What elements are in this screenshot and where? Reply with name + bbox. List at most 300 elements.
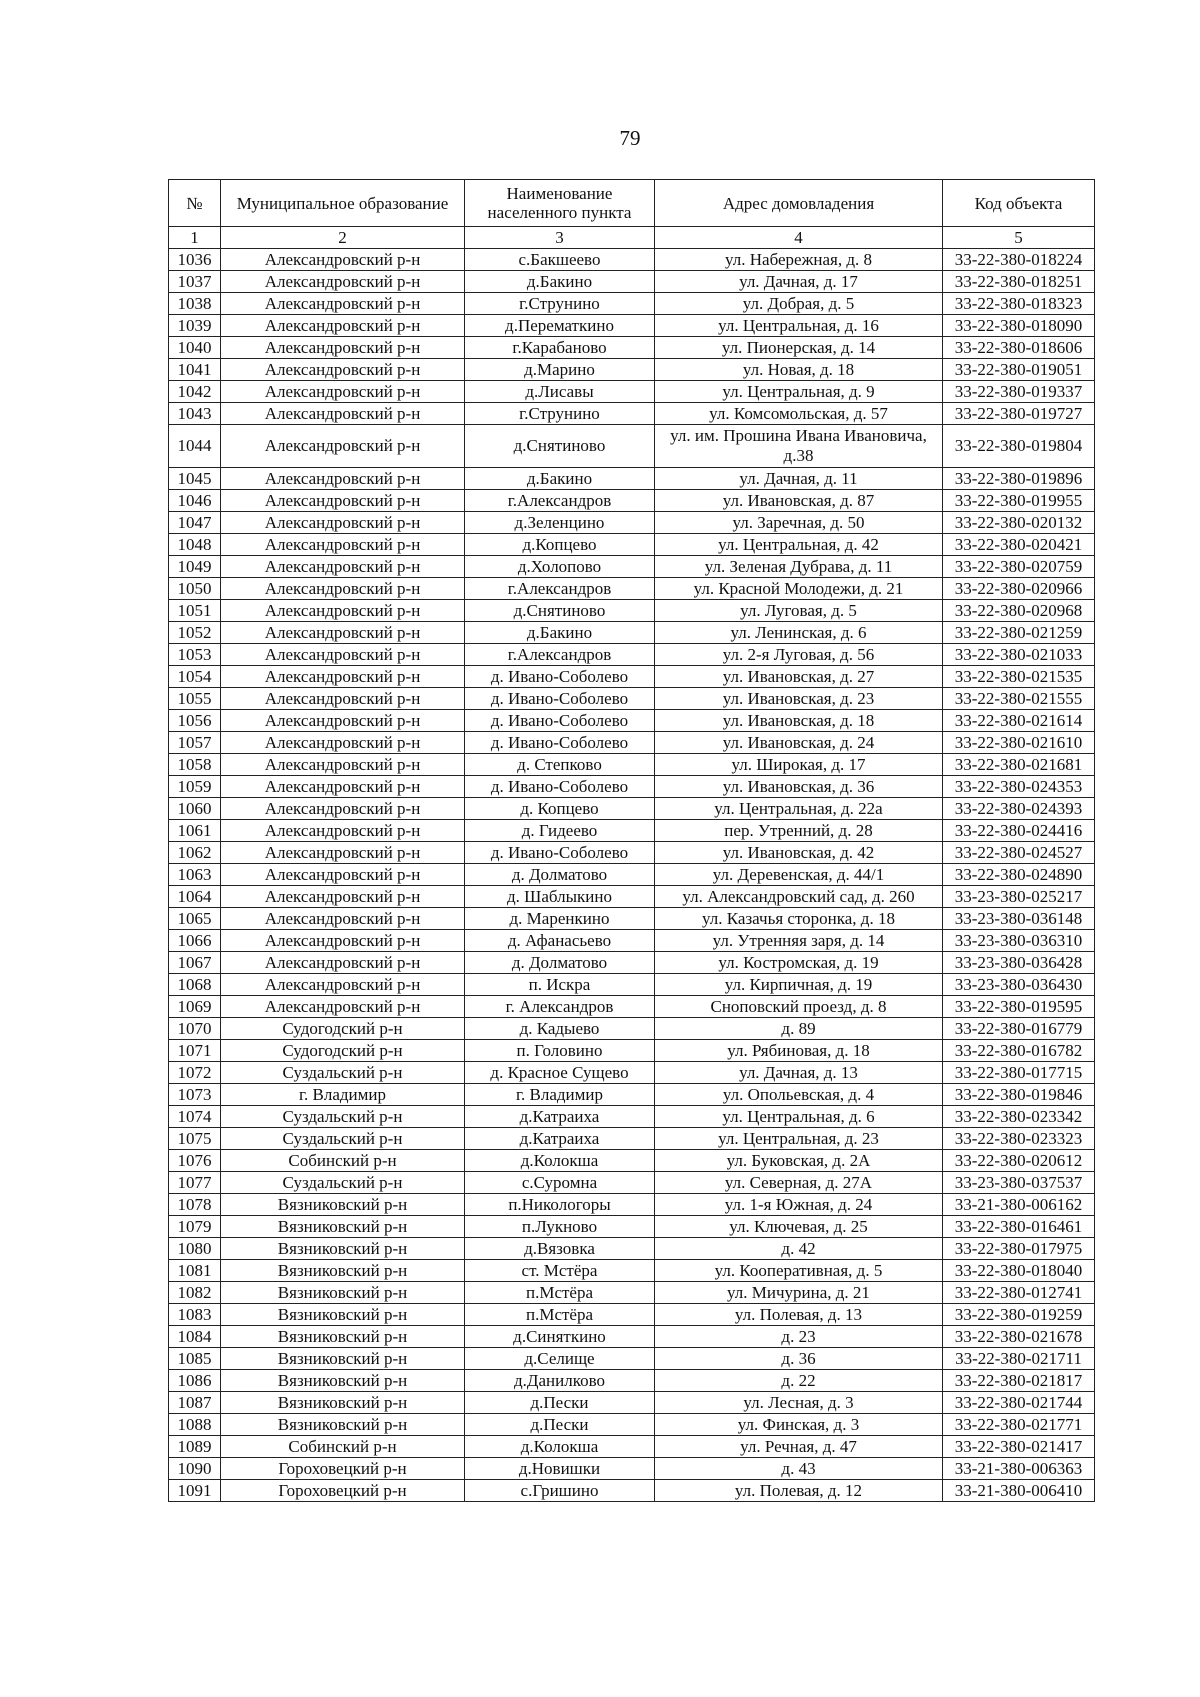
settlement-cell: д.Снятиново <box>465 425 655 468</box>
municipality-cell: Александровский р-н <box>221 930 465 952</box>
municipality-cell: Александровский р-н <box>221 820 465 842</box>
municipality-cell: Александровский р-н <box>221 754 465 776</box>
table-row <box>169 710 1095 732</box>
table-row <box>169 578 1095 600</box>
settlement-cell: д. Долматово <box>465 864 655 886</box>
object-code-cell: 33-22-380-021744 <box>943 1392 1095 1414</box>
table-row <box>169 556 1095 578</box>
settlement-cell: д.Новишки <box>465 1458 655 1480</box>
municipality-cell: Александровский р-н <box>221 578 465 600</box>
row-number: 1042 <box>169 381 221 403</box>
table-row <box>169 776 1095 798</box>
address-cell: ул. Опольевская, д. 4 <box>655 1084 943 1106</box>
table-row <box>169 359 1095 381</box>
settlement-cell: д.Данилково <box>465 1370 655 1392</box>
table-row <box>169 754 1095 776</box>
object-code-cell: 33-22-380-019804 <box>943 425 1095 468</box>
address-cell: ул. Ивановская, д. 36 <box>655 776 943 798</box>
object-code-cell: 33-23-380-036310 <box>943 930 1095 952</box>
settlement-cell: ст. Мстёра <box>465 1260 655 1282</box>
row-number: 1088 <box>169 1414 221 1436</box>
column-number: 1 <box>169 227 221 249</box>
address-cell: ул. Зеленая Дубрава, д. 11 <box>655 556 943 578</box>
object-code-cell: 33-22-380-021555 <box>943 688 1095 710</box>
settlement-cell: г.Александров <box>465 490 655 512</box>
municipality-cell: Александровский р-н <box>221 776 465 798</box>
municipality-cell: Александровский р-н <box>221 271 465 293</box>
row-number: 1049 <box>169 556 221 578</box>
row-number: 1045 <box>169 468 221 490</box>
table-row <box>169 337 1095 359</box>
address-cell: ул. Комсомольская, д. 57 <box>655 403 943 425</box>
table-row <box>169 732 1095 754</box>
settlement-cell: д.Бакино <box>465 622 655 644</box>
table-row <box>169 1304 1095 1326</box>
object-code-cell: 33-22-380-016461 <box>943 1216 1095 1238</box>
address-cell: ул. Центральная, д. 22а <box>655 798 943 820</box>
column-number: 5 <box>943 227 1095 249</box>
table-row <box>169 952 1095 974</box>
address-cell: ул. Северная, д. 27А <box>655 1172 943 1194</box>
object-code-cell: 33-22-380-018224 <box>943 249 1095 271</box>
settlement-cell: д. Ивано-Соболево <box>465 688 655 710</box>
municipality-cell: Вязниковский р-н <box>221 1194 465 1216</box>
municipality-cell: Александровский р-н <box>221 974 465 996</box>
row-number: 1085 <box>169 1348 221 1370</box>
row-number: 1076 <box>169 1150 221 1172</box>
page-number: 79 <box>619 126 641 150</box>
object-code-cell: 33-22-380-024890 <box>943 864 1095 886</box>
municipality-cell: Александровский р-н <box>221 293 465 315</box>
row-number: 1075 <box>169 1128 221 1150</box>
table-row <box>169 1194 1095 1216</box>
address-cell: ул. Пионерская, д. 14 <box>655 337 943 359</box>
row-number: 1064 <box>169 886 221 908</box>
address-cell: ул. Казачья сторонка, д. 18 <box>655 908 943 930</box>
column-number: 2 <box>221 227 465 249</box>
municipality-cell: Александровский р-н <box>221 644 465 666</box>
row-number: 1063 <box>169 864 221 886</box>
object-code-cell: 33-22-380-019846 <box>943 1084 1095 1106</box>
table-row <box>169 1238 1095 1260</box>
municipality-cell: Суздальский р-н <box>221 1062 465 1084</box>
row-number: 1044 <box>169 425 221 468</box>
address-cell: ул. Рябиновая, д. 18 <box>655 1040 943 1062</box>
object-code-cell: 33-21-380-006410 <box>943 1480 1095 1502</box>
object-code-cell: 33-22-380-021614 <box>943 710 1095 732</box>
table-row <box>169 468 1095 490</box>
address-cell: ул. Центральная, д. 42 <box>655 534 943 556</box>
table-row <box>169 644 1095 666</box>
row-number: 1077 <box>169 1172 221 1194</box>
object-code-cell: 33-22-380-019595 <box>943 996 1095 1018</box>
settlement-cell: д.Катраиха <box>465 1128 655 1150</box>
table-row <box>169 315 1095 337</box>
object-code-cell: 33-22-380-019896 <box>943 468 1095 490</box>
object-code-cell: 33-21-380-006363 <box>943 1458 1095 1480</box>
settlement-cell: д. Кадыево <box>465 1018 655 1040</box>
row-number: 1058 <box>169 754 221 776</box>
settlement-cell: д.Снятиново <box>465 600 655 622</box>
row-number: 1062 <box>169 842 221 864</box>
row-number: 1070 <box>169 1018 221 1040</box>
row-number: 1057 <box>169 732 221 754</box>
row-number: 1072 <box>169 1062 221 1084</box>
settlement-cell: д. Ивано-Соболево <box>465 842 655 864</box>
table-row <box>169 1128 1095 1150</box>
settlement-cell: д. Ивано-Соболево <box>465 776 655 798</box>
row-number: 1084 <box>169 1326 221 1348</box>
object-code-cell: 33-22-380-024527 <box>943 842 1095 864</box>
municipality-cell: Вязниковский р-н <box>221 1238 465 1260</box>
table-row <box>169 1150 1095 1172</box>
municipality-cell: Гороховецкий р-н <box>221 1480 465 1502</box>
municipality-cell: Судогодский р-н <box>221 1018 465 1040</box>
municipality-cell: Александровский р-н <box>221 468 465 490</box>
row-number: 1036 <box>169 249 221 271</box>
settlement-cell: д.Пески <box>465 1392 655 1414</box>
settlement-cell: п.Мстёра <box>465 1282 655 1304</box>
municipality-cell: Александровский р-н <box>221 315 465 337</box>
municipality-cell: Александровский р-н <box>221 622 465 644</box>
address-cell: ул. Ивановская, д. 87 <box>655 490 943 512</box>
address-cell: ул. Мичурина, д. 21 <box>655 1282 943 1304</box>
object-code-cell: 33-22-380-021535 <box>943 666 1095 688</box>
municipality-cell: Гороховецкий р-н <box>221 1458 465 1480</box>
address-cell: ул. Набережная, д. 8 <box>655 249 943 271</box>
settlement-cell: д. Афанасьево <box>465 930 655 952</box>
object-code-cell: 33-22-380-020132 <box>943 512 1095 534</box>
settlement-cell: д.Зеленцино <box>465 512 655 534</box>
municipality-cell: Вязниковский р-н <box>221 1348 465 1370</box>
municipality-cell: Вязниковский р-н <box>221 1216 465 1238</box>
municipality-cell: Александровский р-н <box>221 359 465 381</box>
row-number: 1071 <box>169 1040 221 1062</box>
household-registry-table <box>168 179 1095 1502</box>
address-cell: ул. Центральная, д. 23 <box>655 1128 943 1150</box>
row-number: 1086 <box>169 1370 221 1392</box>
table-row <box>169 1414 1095 1436</box>
table-header-row <box>169 180 1095 227</box>
row-number: 1052 <box>169 622 221 644</box>
row-number: 1046 <box>169 490 221 512</box>
object-code-cell: 33-22-380-020759 <box>943 556 1095 578</box>
table-row <box>169 490 1095 512</box>
municipality-cell: Александровский р-н <box>221 403 465 425</box>
address-cell: ул. Заречная, д. 50 <box>655 512 943 534</box>
settlement-cell: д. Маренкино <box>465 908 655 930</box>
municipality-cell: Александровский р-н <box>221 864 465 886</box>
settlement-cell: п. Искра <box>465 974 655 996</box>
address-cell: ул. Ивановская, д. 23 <box>655 688 943 710</box>
object-code-cell: 33-22-380-018040 <box>943 1260 1095 1282</box>
object-code-cell: 33-22-380-023342 <box>943 1106 1095 1128</box>
municipality-cell: Александровский р-н <box>221 249 465 271</box>
row-number: 1065 <box>169 908 221 930</box>
header-municipality: Муниципальное образование <box>221 180 465 227</box>
table-row <box>169 403 1095 425</box>
table-row <box>169 974 1095 996</box>
address-cell: ул. Широкая, д. 17 <box>655 754 943 776</box>
address-cell: ул. Ивановская, д. 18 <box>655 710 943 732</box>
address-cell: ул. Речная, д. 47 <box>655 1436 943 1458</box>
row-number: 1053 <box>169 644 221 666</box>
row-number: 1040 <box>169 337 221 359</box>
municipality-cell: Вязниковский р-н <box>221 1304 465 1326</box>
table-row <box>169 425 1095 468</box>
table-row <box>169 666 1095 688</box>
municipality-cell: Вязниковский р-н <box>221 1326 465 1348</box>
address-cell: д. 22 <box>655 1370 943 1392</box>
row-number: 1059 <box>169 776 221 798</box>
municipality-cell: Александровский р-н <box>221 490 465 512</box>
object-code-cell: 33-22-380-021771 <box>943 1414 1095 1436</box>
address-cell: ул. Добрая, д. 5 <box>655 293 943 315</box>
municipality-cell: Вязниковский р-н <box>221 1392 465 1414</box>
table-row <box>169 1370 1095 1392</box>
address-cell: ул. Дачная, д. 17 <box>655 271 943 293</box>
row-number: 1056 <box>169 710 221 732</box>
address-cell: ул. Ключевая, д. 25 <box>655 1216 943 1238</box>
object-code-cell: 33-22-380-016782 <box>943 1040 1095 1062</box>
object-code-cell: 33-22-380-021417 <box>943 1436 1095 1458</box>
settlement-cell: д.Селище <box>465 1348 655 1370</box>
municipality-cell: Александровский р-н <box>221 337 465 359</box>
table-row <box>169 996 1095 1018</box>
address-cell: д. 89 <box>655 1018 943 1040</box>
object-code-cell: 33-22-380-018606 <box>943 337 1095 359</box>
municipality-cell: Александровский р-н <box>221 688 465 710</box>
table-row <box>169 293 1095 315</box>
address-cell: ул. Костромская, д. 19 <box>655 952 943 974</box>
object-code-cell: 33-22-380-019955 <box>943 490 1095 512</box>
address-cell: д. 43 <box>655 1458 943 1480</box>
address-cell: ул. Буковская, д. 2А <box>655 1150 943 1172</box>
table-row <box>169 381 1095 403</box>
address-cell: ул. Утренняя заря, д. 14 <box>655 930 943 952</box>
settlement-cell: г.Струнино <box>465 403 655 425</box>
object-code-cell: 33-22-380-020421 <box>943 534 1095 556</box>
object-code-cell: 33-22-380-023323 <box>943 1128 1095 1150</box>
address-cell: ул. Дачная, д. 13 <box>655 1062 943 1084</box>
row-number: 1074 <box>169 1106 221 1128</box>
settlement-cell: д.Колокша <box>465 1436 655 1458</box>
table-row <box>169 1458 1095 1480</box>
row-number: 1078 <box>169 1194 221 1216</box>
municipality-cell: Суздальский р-н <box>221 1106 465 1128</box>
table-body <box>169 249 1095 1502</box>
address-cell: ул. Деревенская, д. 44/1 <box>655 864 943 886</box>
municipality-cell: Собинский р-н <box>221 1150 465 1172</box>
settlement-cell: д. Долматово <box>465 952 655 974</box>
settlement-cell: г. Владимир <box>465 1084 655 1106</box>
table-row <box>169 534 1095 556</box>
settlement-cell: д.Лисавы <box>465 381 655 403</box>
address-cell: ул. Полевая, д. 13 <box>655 1304 943 1326</box>
object-code-cell: 33-23-380-037537 <box>943 1172 1095 1194</box>
row-number: 1043 <box>169 403 221 425</box>
object-code-cell: 33-22-380-021711 <box>943 1348 1095 1370</box>
table-row <box>169 1326 1095 1348</box>
object-code-cell: 33-22-380-020612 <box>943 1150 1095 1172</box>
settlement-cell: с.Гришино <box>465 1480 655 1502</box>
column-number: 3 <box>465 227 655 249</box>
municipality-cell: Судогодский р-н <box>221 1040 465 1062</box>
settlement-cell: д.Пески <box>465 1414 655 1436</box>
municipality-cell: Александровский р-н <box>221 600 465 622</box>
row-number: 1069 <box>169 996 221 1018</box>
settlement-cell: д.Перематкино <box>465 315 655 337</box>
table-row <box>169 249 1095 271</box>
address-cell: ул. 2-я Луговая, д. 56 <box>655 644 943 666</box>
row-number: 1054 <box>169 666 221 688</box>
table-row <box>169 600 1095 622</box>
municipality-cell: Александровский р-н <box>221 666 465 688</box>
table-row <box>169 1282 1095 1304</box>
address-cell: ул. Центральная, д. 6 <box>655 1106 943 1128</box>
settlement-cell: д.Синяткино <box>465 1326 655 1348</box>
header-code: Код объекта <box>943 180 1095 227</box>
settlement-cell: д.Марино <box>465 359 655 381</box>
municipality-cell: Александровский р-н <box>221 556 465 578</box>
settlement-cell: д.Холопово <box>465 556 655 578</box>
row-number: 1079 <box>169 1216 221 1238</box>
row-number: 1039 <box>169 315 221 337</box>
settlement-cell: д.Вязовка <box>465 1238 655 1260</box>
object-code-cell: 33-23-380-025217 <box>943 886 1095 908</box>
municipality-cell: Александровский р-н <box>221 908 465 930</box>
settlement-cell: д. Степково <box>465 754 655 776</box>
table-row <box>169 1062 1095 1084</box>
address-cell: ул. Новая, д. 18 <box>655 359 943 381</box>
object-code-cell: 33-22-380-021610 <box>943 732 1095 754</box>
table-row <box>169 1172 1095 1194</box>
settlement-cell: д. Ивано-Соболево <box>465 666 655 688</box>
object-code-cell: 33-22-380-021033 <box>943 644 1095 666</box>
table-row <box>169 886 1095 908</box>
row-number: 1089 <box>169 1436 221 1458</box>
table-row <box>169 864 1095 886</box>
municipality-cell: Суздальский р-н <box>221 1128 465 1150</box>
settlement-cell: д.Катраиха <box>465 1106 655 1128</box>
municipality-cell: Александровский р-н <box>221 886 465 908</box>
settlement-cell: г.Струнино <box>465 293 655 315</box>
row-number: 1083 <box>169 1304 221 1326</box>
object-code-cell: 33-22-380-020966 <box>943 578 1095 600</box>
address-cell: д. 23 <box>655 1326 943 1348</box>
settlement-cell: п.Лукново <box>465 1216 655 1238</box>
municipality-cell: Александровский р-н <box>221 381 465 403</box>
municipality-cell: Суздальский р-н <box>221 1172 465 1194</box>
municipality-cell: Александровский р-н <box>221 842 465 864</box>
table-row <box>169 1392 1095 1414</box>
object-code-cell: 33-22-380-024353 <box>943 776 1095 798</box>
address-cell: ул. Кооперативная, д. 5 <box>655 1260 943 1282</box>
row-number: 1048 <box>169 534 221 556</box>
municipality-cell: Александровский р-н <box>221 710 465 732</box>
municipality-cell: Александровский р-н <box>221 996 465 1018</box>
municipality-cell: Александровский р-н <box>221 732 465 754</box>
address-cell: ул. Центральная, д. 16 <box>655 315 943 337</box>
table-row <box>169 271 1095 293</box>
settlement-cell: п.Мстёра <box>465 1304 655 1326</box>
settlement-cell: д. Копцево <box>465 798 655 820</box>
header-settlement: Наименование населенного пункта <box>465 180 655 227</box>
row-number: 1066 <box>169 930 221 952</box>
object-code-cell: 33-22-380-021817 <box>943 1370 1095 1392</box>
table-row <box>169 622 1095 644</box>
table-row <box>169 1260 1095 1282</box>
row-number: 1047 <box>169 512 221 534</box>
address-cell: ул. Ивановская, д. 42 <box>655 842 943 864</box>
municipality-cell: Вязниковский р-н <box>221 1414 465 1436</box>
settlement-cell: г.Александров <box>465 578 655 600</box>
municipality-cell: Вязниковский р-н <box>221 1370 465 1392</box>
settlement-cell: г. Александров <box>465 996 655 1018</box>
table-row <box>169 1106 1095 1128</box>
row-number: 1087 <box>169 1392 221 1414</box>
address-cell: пер. Утренний, д. 28 <box>655 820 943 842</box>
object-code-cell: 33-22-380-024393 <box>943 798 1095 820</box>
table-row <box>169 930 1095 952</box>
row-number: 1090 <box>169 1458 221 1480</box>
row-number: 1080 <box>169 1238 221 1260</box>
address-cell: ул. Дачная, д. 11 <box>655 468 943 490</box>
object-code-cell: 33-22-380-021259 <box>943 622 1095 644</box>
table-row <box>169 1216 1095 1238</box>
address-cell: ул. 1-я Южная, д. 24 <box>655 1194 943 1216</box>
settlement-cell: п. Головино <box>465 1040 655 1062</box>
row-number: 1038 <box>169 293 221 315</box>
settlement-cell: д. Красное Сущево <box>465 1062 655 1084</box>
table-row <box>169 1436 1095 1458</box>
object-code-cell: 33-22-380-019337 <box>943 381 1095 403</box>
table-row <box>169 1040 1095 1062</box>
municipality-cell: Александровский р-н <box>221 512 465 534</box>
row-number: 1081 <box>169 1260 221 1282</box>
address-cell: ул. Ленинская, д. 6 <box>655 622 943 644</box>
settlement-cell: с.Бакшеево <box>465 249 655 271</box>
address-cell: ул. Полевая, д. 12 <box>655 1480 943 1502</box>
row-number: 1037 <box>169 271 221 293</box>
settlement-cell: д.Колокша <box>465 1150 655 1172</box>
header-address: Адрес домовладения <box>655 180 943 227</box>
object-code-cell: 33-22-380-018251 <box>943 271 1095 293</box>
table-row <box>169 1018 1095 1040</box>
table-row <box>169 1084 1095 1106</box>
object-code-cell: 33-22-380-017975 <box>943 1238 1095 1260</box>
row-number: 1091 <box>169 1480 221 1502</box>
object-code-cell: 33-22-380-024416 <box>943 820 1095 842</box>
row-number: 1061 <box>169 820 221 842</box>
address-cell: д. 42 <box>655 1238 943 1260</box>
row-number: 1068 <box>169 974 221 996</box>
settlement-cell: д.Бакино <box>465 468 655 490</box>
settlement-cell: д.Бакино <box>465 271 655 293</box>
municipality-cell: Вязниковский р-н <box>221 1260 465 1282</box>
object-code-cell: 33-22-380-019051 <box>943 359 1095 381</box>
settlement-cell: г.Карабаново <box>465 337 655 359</box>
settlement-cell: д. Шаблыкино <box>465 886 655 908</box>
municipality-cell: Александровский р-н <box>221 952 465 974</box>
settlement-cell: п.Никологоры <box>465 1194 655 1216</box>
object-code-cell: 33-21-380-006162 <box>943 1194 1095 1216</box>
object-code-cell: 33-22-380-012741 <box>943 1282 1095 1304</box>
settlement-cell: д. Ивано-Соболево <box>465 732 655 754</box>
object-code-cell: 33-22-380-020968 <box>943 600 1095 622</box>
address-cell: ул. Луговая, д. 5 <box>655 600 943 622</box>
object-code-cell: 33-22-380-021678 <box>943 1326 1095 1348</box>
